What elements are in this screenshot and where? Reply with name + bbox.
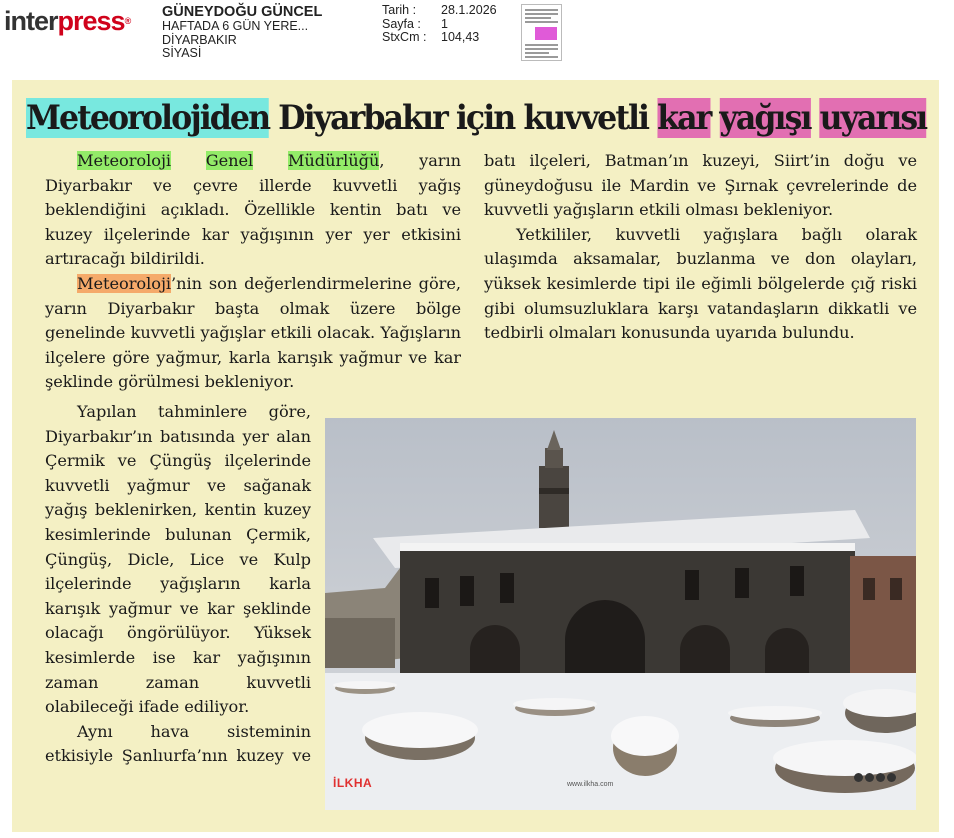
logo-registered-mark: ® — [124, 16, 131, 26]
thumbnail-highlight — [535, 27, 557, 40]
interpress-logo — [4, 6, 130, 36]
publication-frequency: HAFTADA 6 GÜN YERE... — [162, 19, 309, 33]
meta-labels — [382, 4, 426, 45]
mosque-snow-photo — [325, 418, 916, 810]
page-value: 1 — [441, 16, 448, 31]
headline-highlight-word: uyarısı — [819, 98, 927, 138]
paragraph-3: Yapılan tahminlere göre, Diyarbakır’ın batısında yer alan Çermik ve Çüngüş ilçelerinde kuvvetli yağmur ve sağanak yağış beklenirken, kentin kuzey kesimlerinde bulunan Çermik, Çüngüş, Dicle, Lice ve Kulp ilçelerinde yağışların karla karışık yağmur ve kar şeklinde olacağı öngörülüyor. Yüksek kesimlerde ise kar yağışının zaman zaman kuvvetli olabileceği ifade ediliyor. — [45, 402, 311, 717]
highlight-keyword: Müdürlüğü — [287, 151, 380, 170]
instagram-icon — [865, 773, 874, 782]
publication-name: GÜNEYDOĞU GÜNCEL — [162, 4, 323, 20]
stxcm-label: StxCm : — [382, 30, 427, 44]
publication-info — [162, 5, 322, 61]
x-icon — [887, 773, 896, 782]
page-thumbnail[interactable] — [521, 4, 562, 61]
headline-highlight-word: kar — [657, 98, 711, 138]
meta-values — [441, 4, 497, 45]
photo-agency-url: www.ilkha.com — [567, 781, 614, 788]
date-value: 28.1.2026 — [441, 3, 497, 17]
page-label: Sayfa : — [382, 16, 421, 31]
publication-city: DİYARBAKIR — [162, 32, 237, 47]
facebook-icon — [854, 773, 863, 782]
publication-category: SİYASİ — [162, 46, 202, 60]
date-label: Tarih : — [382, 3, 417, 17]
youtube-icon — [876, 773, 885, 782]
headline-text: Diyarbakır için kuvvetli — [269, 98, 658, 138]
paragraph-4: Aynı hava sisteminin etkisiyle Şanlıurfa’nın kuzey ve — [45, 721, 311, 766]
logo-main-text: inter — [4, 6, 58, 36]
paragraph-2: Meteoroloji’nin son değerlendirmelerine göre, yarın Diyarbakır başta olmak üzere bölge genelinde kuvvetli yağışlar etkili olacak. Yağışların ilçelere göre yağmur, karla karışık yağmur ve kar şeklinde görülmesi bekleniyor. — [45, 273, 461, 392]
highlight-keyword: Genel — [205, 151, 254, 170]
photo-illustration — [325, 418, 916, 810]
headline-highlight-word: Meteorolojiden — [26, 98, 270, 138]
stxcm-value: 104,43 — [441, 30, 480, 44]
left-column-narrow — [45, 400, 311, 769]
news-clipping — [12, 80, 939, 832]
headline — [26, 96, 927, 140]
social-icons — [852, 767, 896, 786]
headline-highlight-word: yağışı — [719, 98, 811, 138]
photo-agency-logo: İLKHA — [333, 776, 373, 790]
highlight-keyword: Meteoroloji — [77, 151, 172, 170]
logo-accent-text: press — [57, 6, 125, 36]
paragraph-5: batı ilçeleri, Batman’ın kuzeyi, Siirt’in doğu ve güneydoğusu ile Mardin ve Şırnak çevrelerinde de kuvvetli yağışların etkili olması bekleniyor. — [484, 151, 917, 220]
left-column — [45, 149, 461, 395]
right-column — [484, 149, 917, 346]
paragraph-1: Meteoroloji Genel Müdürlüğü, yarın Diyarbakır ve çevre illerde kuvvetli yağış beklendiğini açıkladı. Özellikle kentin batı ve kuzey ilçelerinde kar yağışının yer yer etkisini artıracağı bildirildi. — [45, 151, 461, 269]
highlight-keyword: Meteoroloji — [77, 273, 172, 293]
paragraph-6: Yetkililer, kuvvetli yağışlara bağlı olarak ulaşımda aksamalar, buzlanma ve don olayları, yüksek kesimlerde tipi ile eğimli bölgelerde çığ riski gibi olumsuzluklara karşı vatandaşların dikkatli ve tedbirli olmaları konusunda uyarıda bulundu. — [484, 224, 917, 343]
